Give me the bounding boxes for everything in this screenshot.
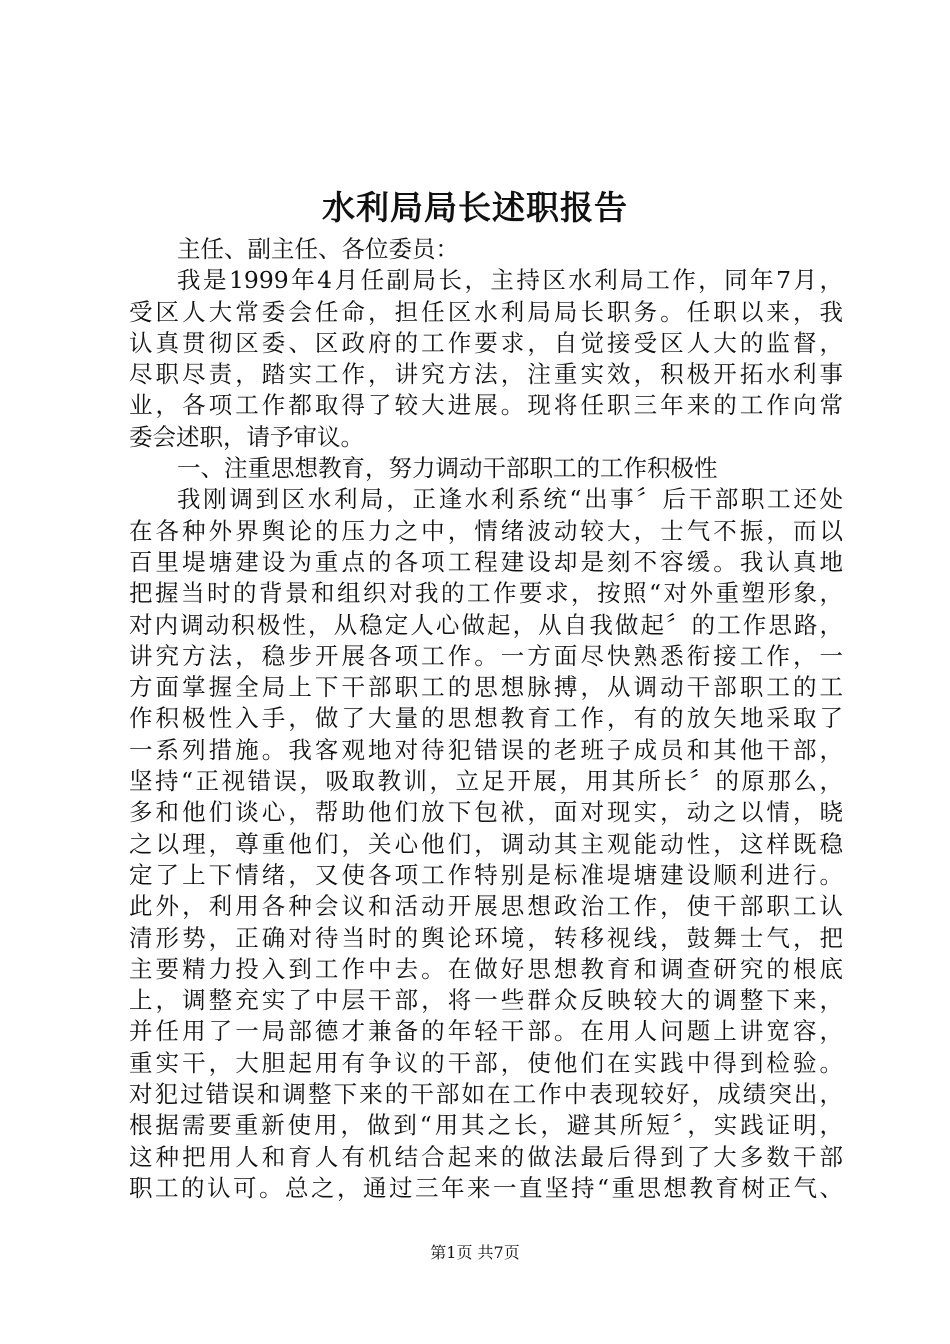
salutation-line: 主任、副主任、各位委员： [177,235,459,263]
body-line: 主要精力投入到工作中去。在做好思想教育和调查研究的根底 [129,954,843,983]
body-line: 对内调动积极性，从稳定人心做起，从自我做起〞的工作思路， [129,610,843,639]
document-title: 水利局局长述职报告 [322,188,628,227]
body-line: 之以理，尊重他们，关心他们，调动其主观能动性，这样既稳 [129,829,843,858]
body-line: 这种把用人和育人有机结合起来的做法最后得到了大多数干部 [129,1142,843,1171]
body-line: 尽职尽责，踏实工作，讲究方法，注重实效，积极开拓水利事 [129,360,843,389]
body-line: 对犯过错误和调整下来的干部如在工作中表现较好，成绩突出， [129,1080,843,1109]
body-line: 业，各项工作都取得了较大进展。现将任职三年来的工作向常 [129,391,843,420]
section-heading: 一、注重思想教育，努力调动干部职工的工作积极性 [177,454,718,483]
body-line: 作积极性入手，做了大量的思想教育工作，有的放矢地采取了 [129,704,843,733]
body-line: 定了上下情绪，又使各项工作特别是标准堤塘建设顺利进行。 [129,860,843,889]
body-line: 重实干，大胆起用有争议的干部，使他们在实践中得到检验。 [129,1048,843,1077]
body-line: 一系列措施。我客观地对待犯错误的老班子成员和其他干部， [129,735,843,764]
body-line: 坚持“正视错误，吸取教训，立足开展，用其所长〞的原那么， [129,767,843,796]
body-line: 并任用了一局部德才兼备的年轻干部。在用人问题上讲宽容， [129,1017,843,1046]
body-line: 我是1999年4月任副局长，主持区水利局工作，同年7月， [177,266,843,295]
body-line: 在各种外界舆论的压力之中，情绪波动较大，士气不振，而以 [129,516,843,545]
body-line: 职工的认可。总之，通过三年来一直坚持“重思想教育树正气、 [129,1173,843,1202]
body-line: 认真贯彻区委、区政府的工作要求，自觉接受区人大的监督， [129,328,843,357]
body-line: 百里堤塘建设为重点的各项工程建设却是刻不容缓。我认真地 [129,547,843,576]
body-line: 多和他们谈心，帮助他们放下包袱，面对现实，动之以情，晓 [129,798,843,827]
body-line: 此外，利用各种会议和活动开展思想政治工作，使干部职工认 [129,892,843,921]
page-footer: 第1页 共7页 [430,1243,520,1262]
document-body [129,234,843,1204]
body-line: 讲究方法，稳步开展各项工作。一方面尽快熟悉衔接工作，一 [129,641,843,670]
body-line: 根据需要重新使用，做到“用其之长，避其所短〞，实践证明， [129,1111,843,1140]
body-line: 委会述职，请予审议。 [129,422,364,451]
body-line: 把握当时的背景和组织对我的工作要求，按照“对外重塑形象， [129,579,843,608]
body-line: 方面掌握全局上下干部职工的思想脉搏，从调动干部职工的工 [129,673,843,702]
body-line: 上，调整充实了中层干部，将一些群众反映较大的调整下来， [129,986,843,1015]
body-line: 我刚调到区水利局，正逢水利系统“出事〞后干部职工还处 [177,485,843,514]
body-line: 清形势，正确对待当时的舆论环境，转移视线，鼓舞士气，把 [129,923,843,952]
body-line: 受区人大常委会任命，担任区水利局局长职务。任职以来，我 [129,297,843,326]
